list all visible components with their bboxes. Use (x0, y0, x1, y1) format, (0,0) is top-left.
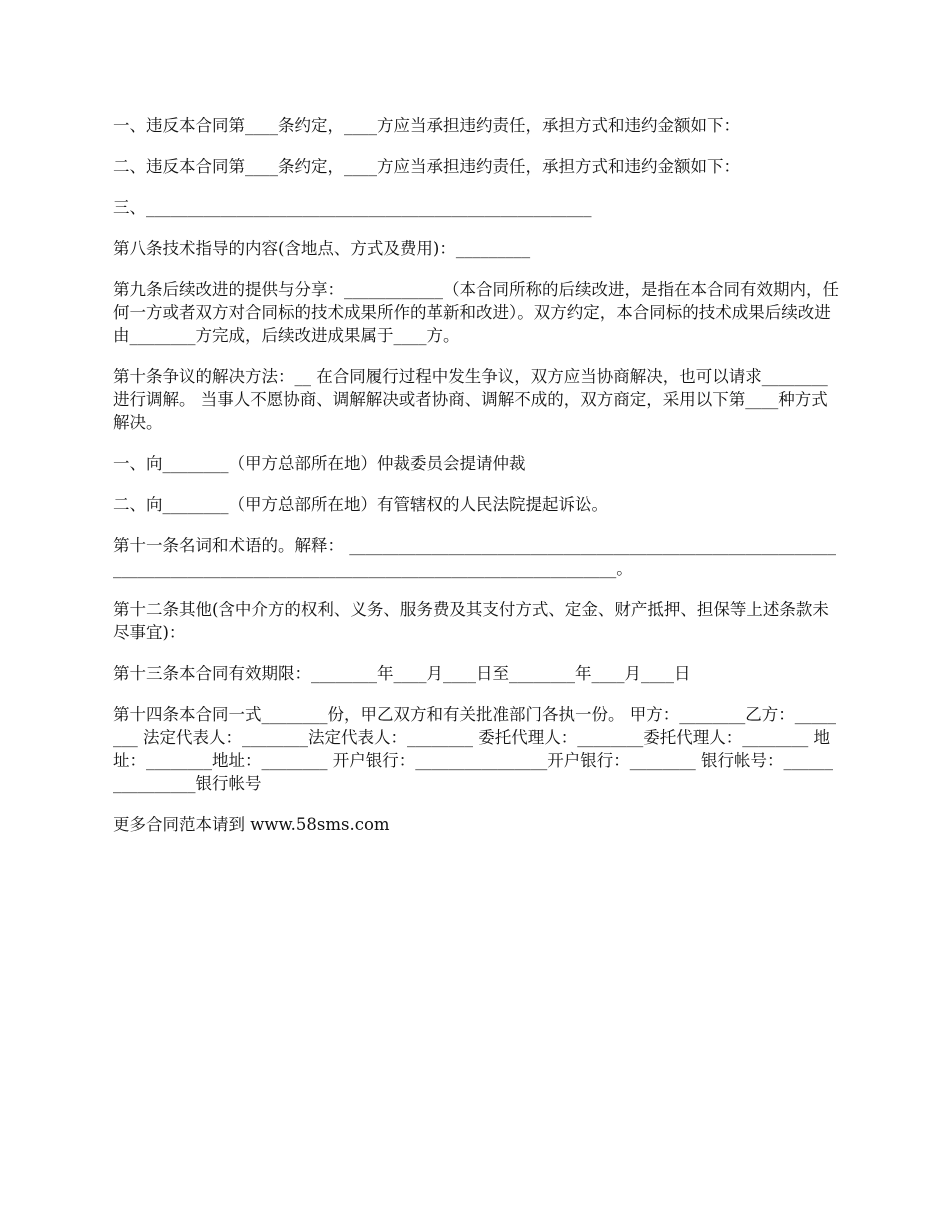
article-13-validity-period: 第十三条本合同有效期限：________年____月____日至________年____月____日 (113, 664, 691, 683)
document-body (113, 114, 840, 854)
clause-breach-2: 二、违反本合同第____条约定，____方应当承担违约责任，承担方式和违约金额如下： (113, 157, 740, 176)
article-11-terms-definitions: 第十一条名词和术语的。解释： ________________________________________________________________________________________________________________________。 (113, 536, 836, 578)
article-10-dispute-resolution: 第十条争议的解决方法：__ 在合同履行过程中发生争议，双方应当协商解决，也可以请求________进行调解。 当事人不愿协商、调解解决或者协商、调解不成的，双方商定，采用以下第____种方式解决。 (113, 367, 828, 432)
dispute-option-arbitration: 一、向________（甲方总部所在地）仲裁委员会提请仲裁 (113, 454, 526, 473)
article-14-copies-and-signatures: 第十四条本合同一式________份，甲乙双方和有关批准部门各执一份。 甲方：________乙方：________ 法定代表人：________法定代表人：________ 委托代理人：________委托代理人：________ 地址：________地址：________ 开户银行：________________开户银行：________ 银行帐号：________________银行帐号 (113, 705, 836, 793)
footer-more-templates: 更多合同范本请到 www.58sms.com (113, 815, 390, 834)
clause-breach-3: 三、______________________________________________________ (113, 198, 592, 217)
article-12-other: 第十二条其他(含中介方的权利、义务、服务费及其支付方式、定金、财产抵押、担保等上述条款未尽事宜)： (113, 600, 829, 642)
clause-breach-1: 一、违反本合同第____条约定，____方应当承担违约责任，承担方式和违约金额如下： (113, 116, 740, 135)
dispute-option-litigation: 二、向________（甲方总部所在地）有管辖权的人民法院提起诉讼。 (113, 495, 608, 514)
article-9-follow-up-improvements: 第九条后续改进的提供与分享：____________（本合同所称的后续改进，是指在本合同有效期内，任何一方或者双方对合同标的技术成果所作的革新和改进）。双方约定，本合同标的技术成果后续改进由________方完成，后续改进成果属于____方。 (113, 280, 839, 345)
article-8-technical-guidance: 第八条技术指导的内容(含地点、方式及费用)：_________ (113, 239, 531, 258)
